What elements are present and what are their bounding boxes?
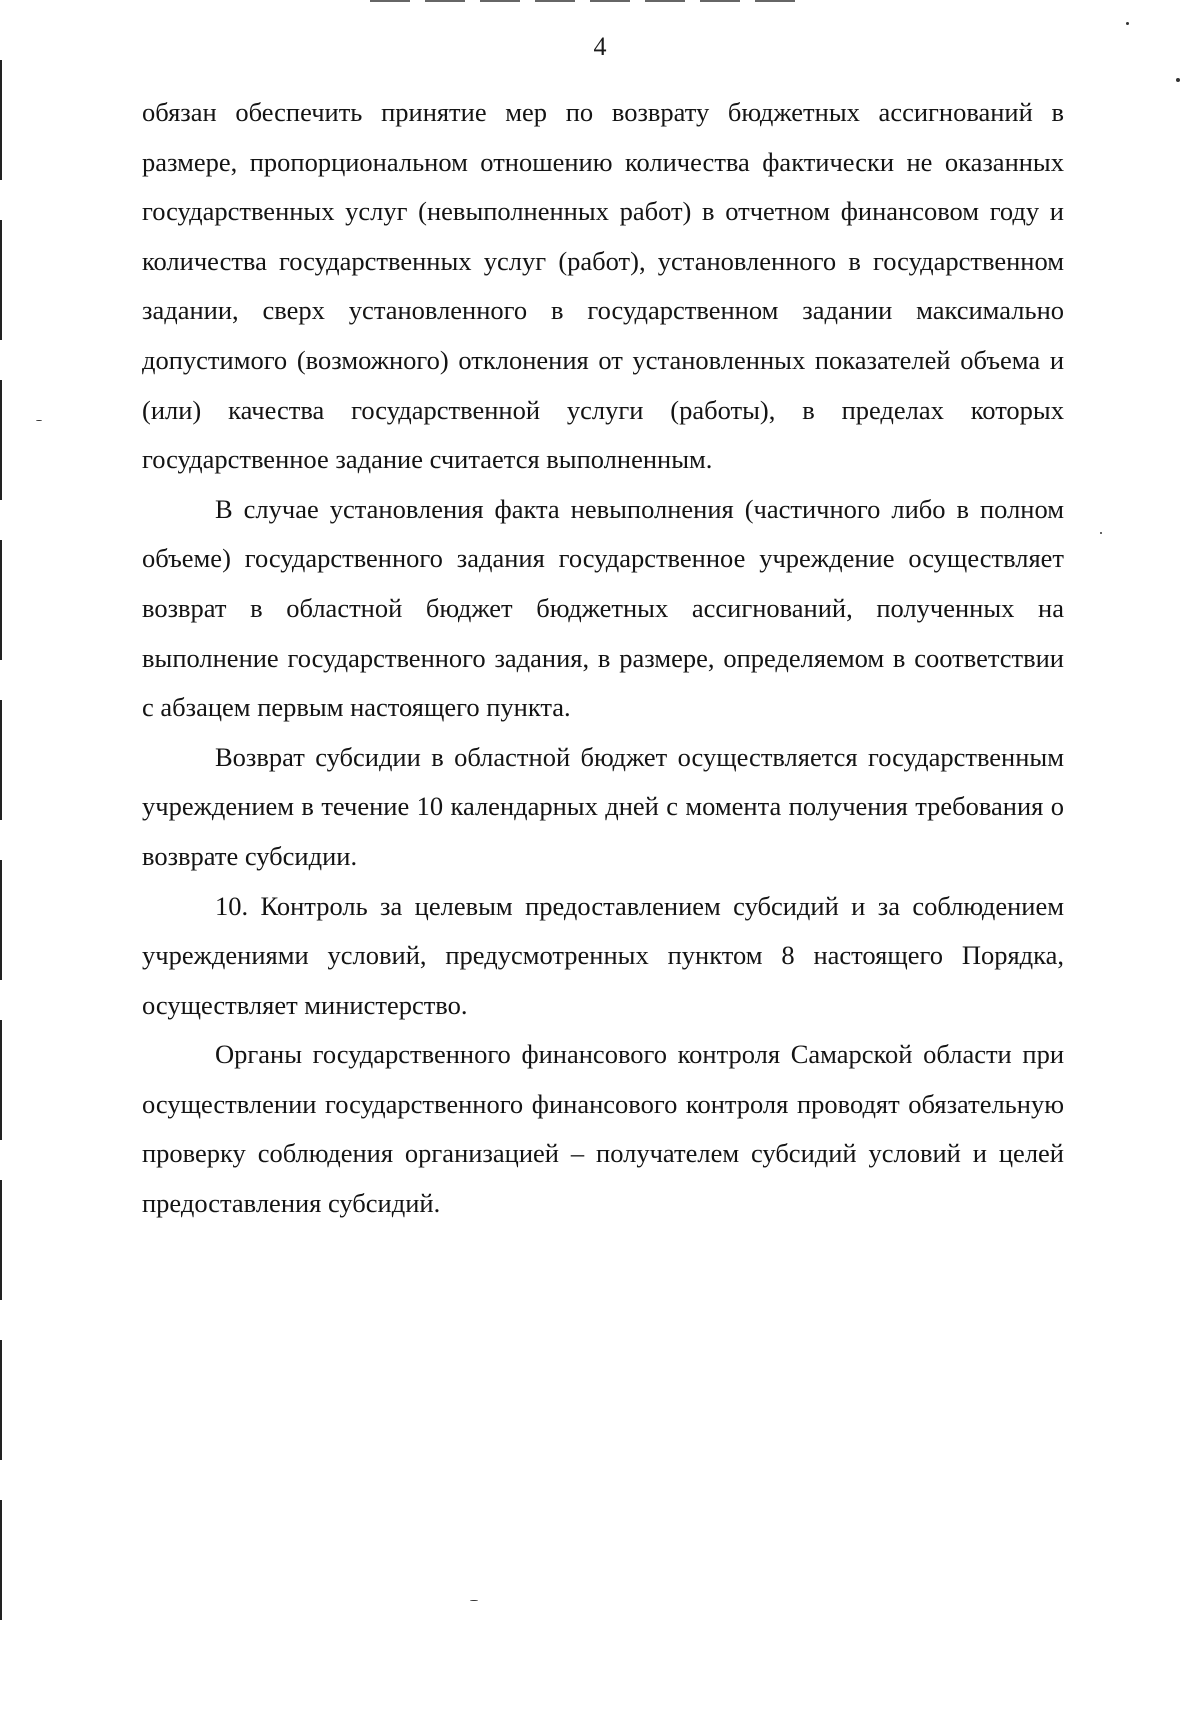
scan-speck [470,1600,478,1601]
paragraph: Органы государственного финансового контроля Самарской области при осуществлении государственного финансового контроля проводят обязательную проверку соблюдения организацией – получателем субсидий условий и целей предоставления субсидий. [142,1039,1064,1219]
paragraph: Возврат субсидии в областной бюджет осуществляется государственным учреждением в течение 10 календарных дней с момента получения требования о возврате субсидии. [142,741,1064,871]
body-text [142,88,1064,1229]
paragraph: 10. Контроль за целевым предоставлением субсидий и за соблюдением учреждениями условий, предусмотренных пунктом 8 настоящего Порядка, осуществляет министерство. [142,890,1064,1020]
paragraph: В случае установления факта невыполнения (частичного либо в полном объеме) государственного задания государственное учреждение осуществляет возврат в областной бюджет бюджетных ассигнований, полученных на выполнение государственного задания, в размере, определяемом в соответствии с абзацем первым настоящего пункта. [142,493,1064,723]
scan-edge-left [0,60,2,1660]
scan-speck [1126,22,1129,25]
scan-speck [1100,532,1102,534]
scan-speck [1176,78,1180,82]
scan-speck [36,420,42,421]
page-number: 4 [593,32,607,61]
paragraph: обязан обеспечить принятие мер по возврату бюджетных ассигнований в размере, пропорциональном отношению количества фактически не оказанных государственных услуг (невыполненных работ) в отчетном финансовом году и количества государственных услуг (работ), установленного в государственном задании, сверх установленного в государственном задании максимально допустимого (возможного) отклонения от установленных показателей объема и (или) качества государственной услуги (работы), в пределах которых государственное задание считается выполненным. [142,97,1064,475]
scan-edge-top [370,0,800,2]
